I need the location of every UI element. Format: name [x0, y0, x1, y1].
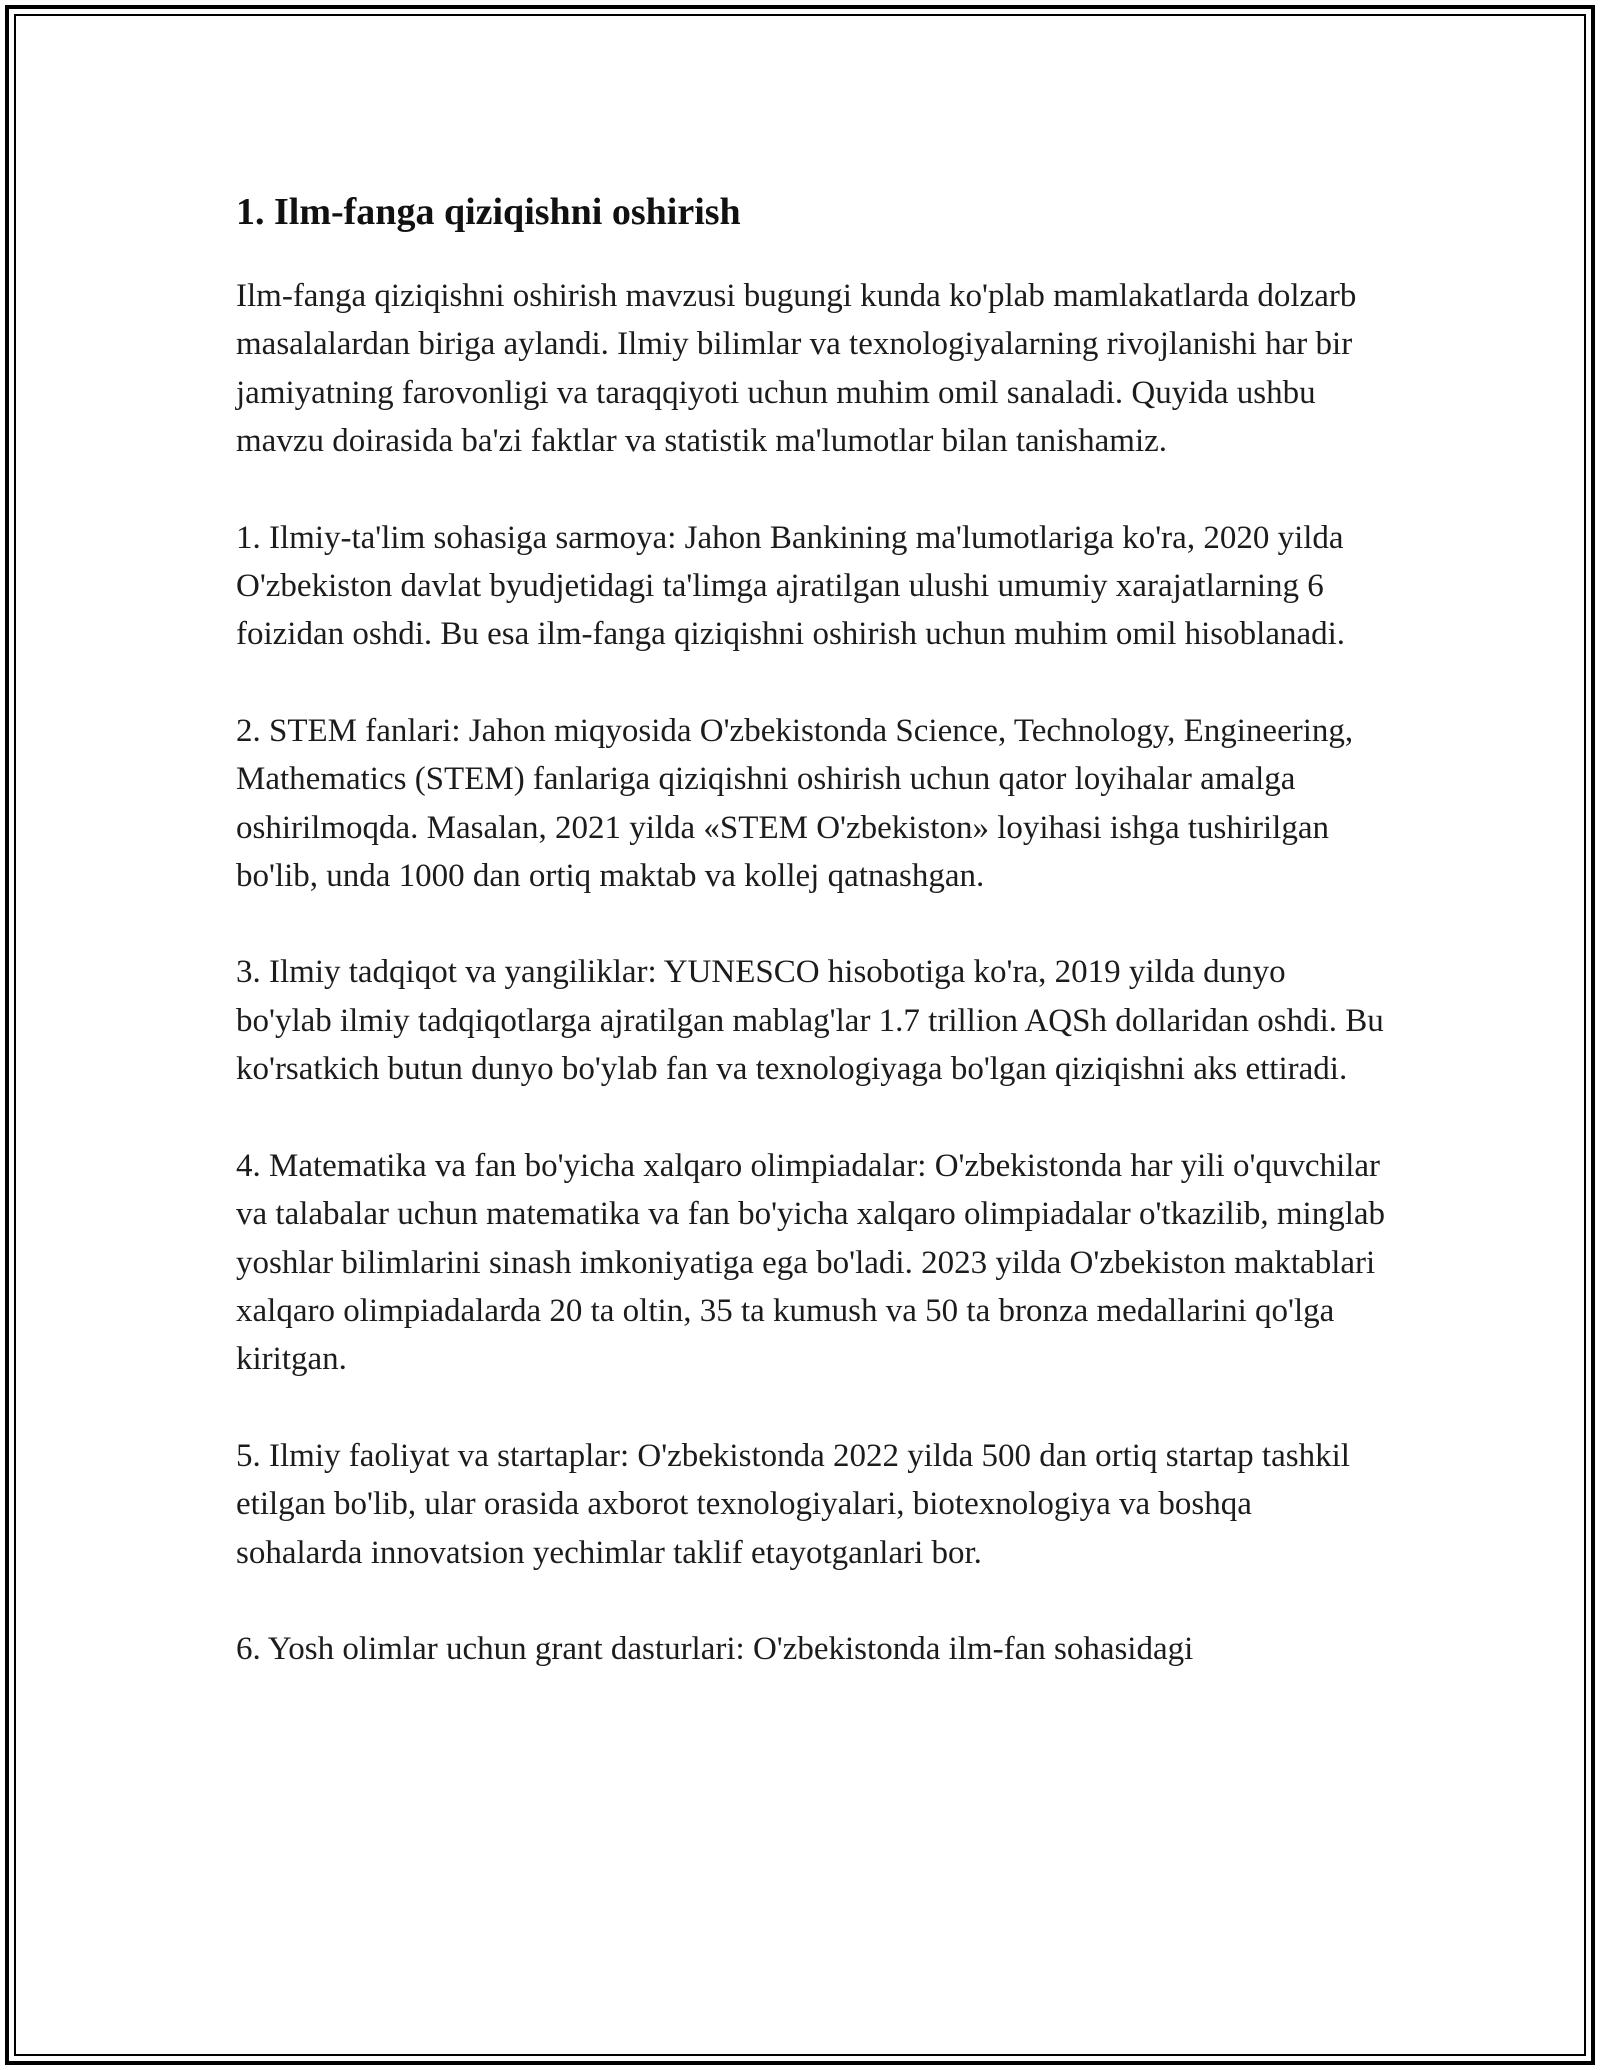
list-item-paragraph: 2. STEM fanlari: Jahon miqyosida O'zbekistonda Science, Technology, Engineering, Mathematics (STEM) fanlariga qiziqishni oshirish uchun qator loyihalar amalga oshirilmoqda. Masalan, 2021 yilda «STEM O'zbekiston» loyihasi ishga tushirilgan bo'lib, unda 1000 dan ortiq maktab va kollej qatnashgan.: [236, 712, 1354, 895]
document-body: [236, 182, 1386, 1721]
intro-paragraph: Ilm-fanga qiziqishni oshirish mavzusi bugungi kunda ko'plab mamlakatlarda dolzarb masalalardan biriga aylandi. Ilmiy bilimlar va texnologiyalarning rivojlanishi har bir jamiyatning farovonligi va taraqqiyoti uchun muhim omil sanaladi. Quyida ushbu mavzu doirasida ba'zi faktlar va statistik ma'lumotlar bilan tanishamiz.: [236, 278, 1357, 460]
list-item-paragraph: 5. Ilmiy faoliyat va startaplar: O'zbekistonda 2022 yilda 500 dan ortiq startap tashkil etilgan bo'lib, ular orasida axborot texnologiyalari, biotexnologiya va boshqa sohalarda innovatsion yechimlar taklif etayotganlari bor.: [236, 1437, 1350, 1571]
list-item-paragraph: 4. Matematika va fan bo'yicha xalqaro olimpiadalar: O'zbekistonda har yili o'quvchilar va talabalar uchun matematika va fan bo'yicha xalqaro olimpiadalar o'tkazilib, minglab yoshlar bilimlarini sinash imkoniyatiga ega bo'ladi. 2023 yilda O'zbekiston maktablari xalqaro olimpiadalarda 20 ta oltin, 35 ta kumush va 50 ta bronza medallarini qo'lga kiritgan.: [236, 1147, 1386, 1378]
document-title: 1. Ilm-fanga qiziqishni oshirish: [236, 191, 741, 233]
list-item-paragraph: 3. Ilmiy tadqiqot va yangiliklar: YUNESCO hisobotiga ko'ra, 2019 yilda dunyo bo'ylab ilmiy tadqiqotlarga ajratilgan mablag'lar 1.7 trillion AQSh dollaridan oshdi. Bu ko'rsatkich butun dunyo bo'ylab fan va texnologiyaga bo'lgan qiziqishni aks ettiradi.: [236, 954, 1384, 1088]
list-item-paragraph: 6. Yosh olimlar uchun grant dasturlari: O'zbekistonda ilm-fan sohasidagi: [236, 1630, 1194, 1667]
list-item-paragraph: 1. Ilmiy-ta'lim sohasiga sarmoya: Jahon Bankining ma'lumotlariga ko'ra, 2020 yilda O'zbekiston davlat byudjetidagi ta'limga ajratilgan ulushi umumiy xarajatlarning 6 foizidan oshdi. Bu esa ilm-fanga qiziqishni oshirish uchun muhim omil hisoblanadi.: [236, 519, 1346, 653]
